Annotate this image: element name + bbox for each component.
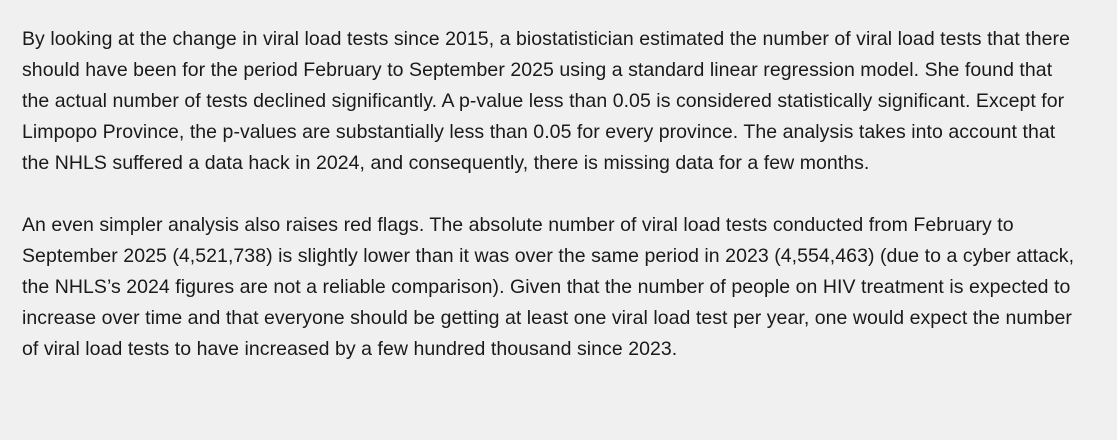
paragraph-1: By looking at the change in viral load tests since 2015, a biostatistician estimated the number of viral load tests that there should have been for the period February to September 2025 using a standard linear regression model. She found that the actual number of tests declined significantly. A p-value less than 0.05 is considered statistically significant. Except for Limpopo Province, the p-values are substantially less than 0.05 for every province. The analysis takes into account that the NHLS suffered a data hack in 2024, and consequently, there is missing data for a few months. <box>22 28 1070 174</box>
paragraph-2: An even simpler analysis also raises red flags. The absolute number of viral load tests conducted from February to September 2025 (4,521,738) is slightly lower than it was over the same period in 2023 (4,554,463) (due to a cyber attack, the NHLS’s 2024 figures are not a reliable comparison). Given that the number of people on HIV treatment is expected to increase over time and that everyone should be getting at least one viral load test per year, one would expect the number of viral load tests to have increased by a few hundred thousand since 2023. <box>22 214 1075 360</box>
